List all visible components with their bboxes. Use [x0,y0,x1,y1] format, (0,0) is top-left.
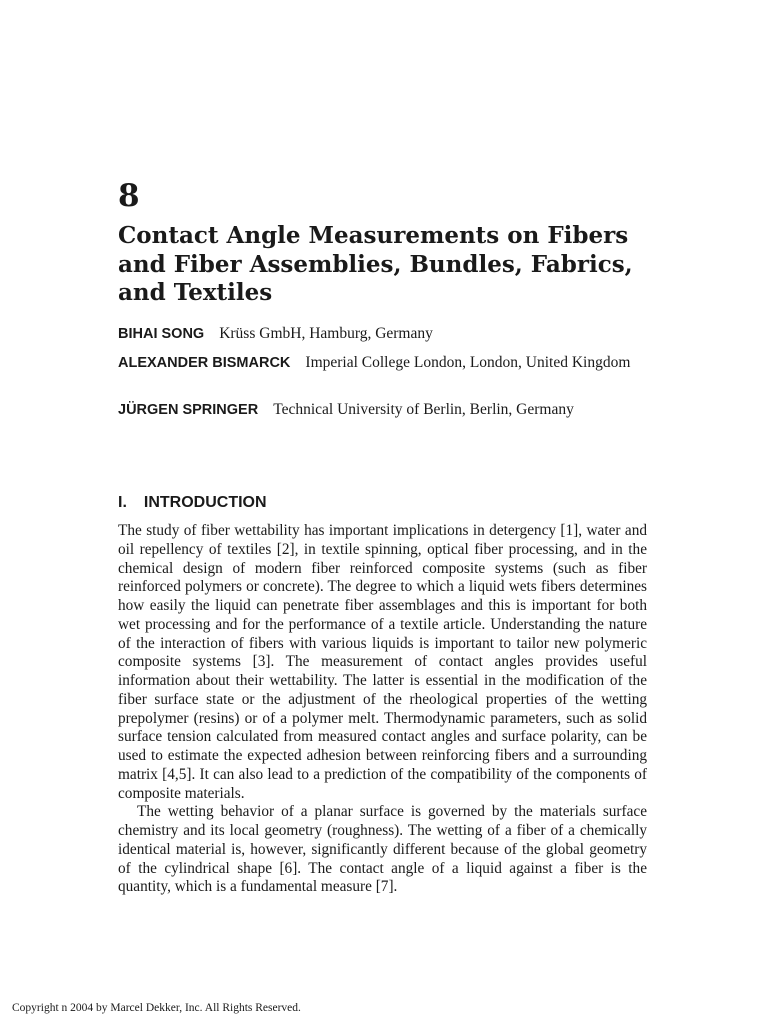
author-line [118,400,658,420]
copyright-notice: Copyright n 2004 by Marcel Dekker, Inc. All Rights Reserved. [12,1002,301,1014]
author-affiliation: Imperial College London, London, United Kingdom [305,354,631,371]
paragraph: The study of fiber wettability has important implications in detergency [1], water and oil repellency of textiles [2], in textile spinning, optical fiber processing, and in the chemical design of modern fiber reinforced composite systems (such as fiber reinforced polymers or concrete). The degree to which a liquid wets fibers determines how easily the liquid can penetrate fiber assemblages and this is important for both wet processing and for the performance of a textile article. Understanding the nature of the interaction of fibers with various liquids is important to tailor new polymeric composite systems [3]. The measurement of contact angles provides useful information about their wettability. The latter is essential in the modification of the fiber surface state or the adjustment of the rheological properties of the wetting prepolymer (resins) or of a polymer melt. Thermodynamic parameters, such as solid surface tension calculated from measured contact angles and surface polarity, can be used to estimate the expected adhesion between reinforcing fibers and a surrounding matrix [4,5]. It can also lead to a prediction of the compatibility of the components of composite materials. [118,522,647,802]
author-affiliation: Krüss GmbH, Hamburg, Germany [219,325,433,342]
chapter-number: 8 [118,178,140,214]
section-number: I. [118,494,127,511]
author-name: JÜRGEN SPRINGER [118,402,259,418]
author-line [118,324,658,344]
section-heading [118,493,267,513]
author-affiliation: Technical University of Berlin, Berlin, Germany [273,401,574,418]
author-line [118,353,658,373]
author-name: BIHAI SONG [118,326,205,342]
section-title: INTRODUCTION [143,494,267,511]
paragraph: The wetting behavior of a planar surface is governed by the materials surface chemistry and its local geometry (roughness). The wetting of a fiber of a chemically identical material is, however, significantly different because of the global geometry of the cylindrical shape [6]. The contact angle of a liquid against a fiber is the quantity, which is a fundamental measure [7]. [118,803,647,896]
author-name: ALEXANDER BISMARCK [118,355,291,371]
body-text [118,522,647,897]
chapter-title: Contact Angle Measurements on Fibers and Fiber Assemblies, Bundles, Fabrics, and Textiles [118,222,633,306]
